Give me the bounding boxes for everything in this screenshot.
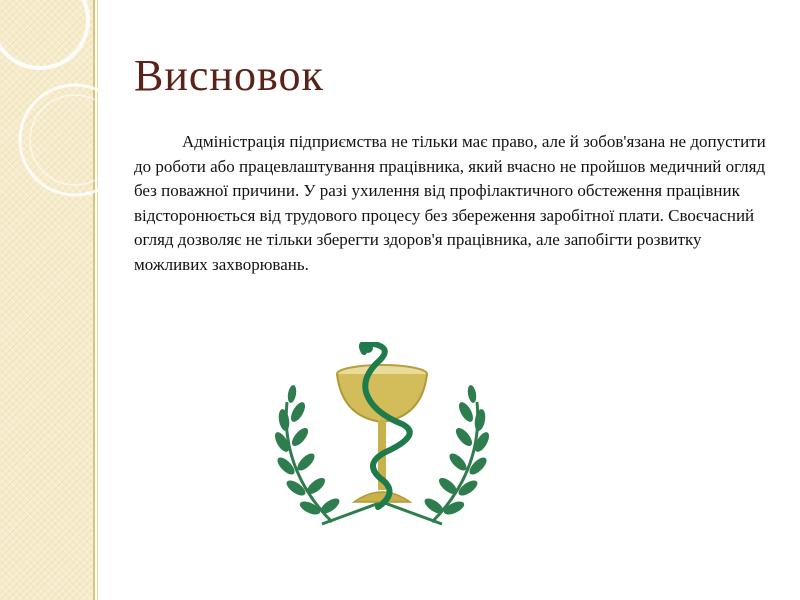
slide-title: Висновок bbox=[134, 51, 324, 100]
slide-body-text: Адміністрація підприємства не тільки має право, але й зобов'язана не допустити до роботи або працевлаштування працівника, який вчасно не пройшов медичний огляд без поважної причини. У разі ухилення від профілактичного обстеження працівник відсторонюється від трудового процесу без збереження заробітної плати. Своєчасний огляд дозволяє не тільки зберегти здоров'я працівника, але запобігти розвитку можливих захворювань. bbox=[134, 132, 766, 274]
bowl-of-hygieia-emblem-icon bbox=[262, 342, 502, 542]
